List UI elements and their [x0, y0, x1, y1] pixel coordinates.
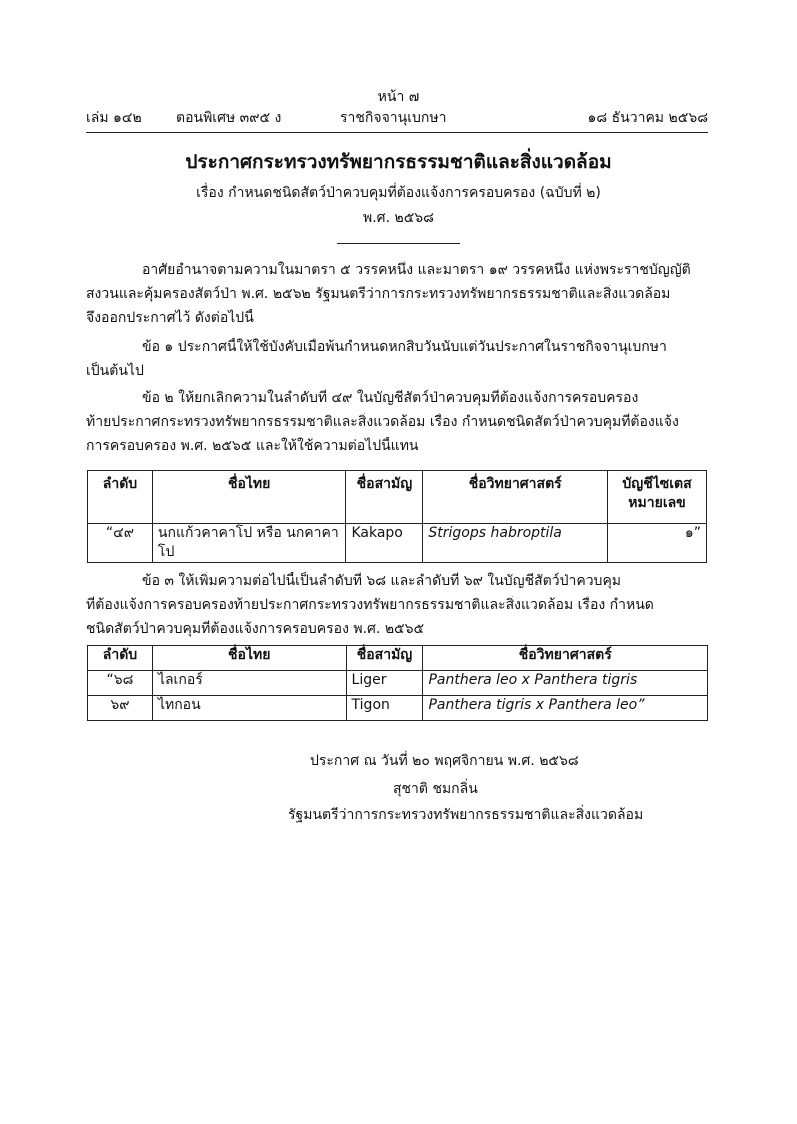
clause-1	[86, 338, 710, 386]
paragraph-line: อาศัยอำนาจตามความในมาตรา ๕ วรรคหนึ่ง และมาตรา ๑๙ วรรคหนึ่ง แห่งพระราชบัญญัติ	[142, 262, 691, 278]
cell-common-name: Liger	[346, 671, 423, 696]
table-row	[88, 671, 708, 696]
col-header-common-name: ชื่อสามัญ	[346, 646, 423, 671]
paragraph-line: ท้ายประกาศกระทรวงทรัพยากรธรรมชาติและสิ่งแวดล้อม เรื่อง กำหนดชนิดสัตว์ป่าควบคุมที่ต้องแจ้ง	[86, 414, 679, 430]
signature-date: ประกาศ ณ วันที่ ๒๐ พฤศจิกายน พ.ศ. ๒๕๖๘	[310, 753, 579, 769]
intro-paragraph	[86, 261, 710, 333]
table-header-row	[88, 471, 707, 524]
paragraph-line: ที่ต้องแจ้งการครอบครองท้ายประกาศกระทรวงทรัพยากรธรรมชาติและสิ่งแวดล้อม เรื่อง กำหนด	[86, 597, 654, 613]
clause-2	[86, 389, 710, 461]
announcement-year: พ.ศ. ๒๕๖๘	[363, 210, 434, 226]
col-header-order: ลำดับ	[88, 471, 153, 524]
cell-common-name: Tigon	[346, 696, 423, 721]
header-gazette-name: ราชกิจจานุเบกษา	[340, 110, 447, 126]
cites-label: บัญชีไซเตส	[622, 476, 692, 492]
cell-thai-name: นกแก้วคาคาโป หรือ นกคาคาโป	[152, 524, 346, 563]
paragraph-line: ชนิดสัตว์ป่าควบคุมที่ต้องแจ้งการครอบครอง พ.ศ. ๒๕๖๕	[86, 621, 425, 637]
announcement-subject: เรื่อง กำหนดชนิดสัตว์ป่าควบคุมที่ต้องแจ้งการครอบครอง (ฉบับที่ ๒)	[196, 185, 601, 201]
paragraph-line: ข้อ ๒ ให้ยกเลิกความในลำดับที่ ๔๙ ในบัญชีสัตว์ป่าควบคุมที่ต้องแจ้งการครอบครอง	[142, 390, 639, 406]
cell-order: ๖๙	[88, 696, 153, 721]
cell-thai-name: ไทกอน	[152, 696, 346, 721]
paragraph-line: สงวนและคุ้มครองสัตว์ป่า พ.ศ. ๒๕๖๒ รัฐมนตรีว่าการกระทรวงทรัพยากรธรรมชาติและสิ่งแวดล้อม	[86, 286, 671, 302]
header-divider	[86, 132, 708, 133]
paragraph-line: จึงออกประกาศไว้ ดังต่อไปนี้	[86, 310, 254, 326]
col-header-scientific-name: ชื่อวิทยาศาสตร์	[423, 471, 608, 524]
table-row	[88, 696, 708, 721]
paragraph-line: ข้อ ๑ ประกาศนี้ให้ใช้บังคับเมื่อพ้นกำหนดหกสิบวันนับแต่วันประกาศในราชกิจจานุเบกษา	[142, 339, 667, 355]
cell-scientific-name: Panthera leo x Panthera tigris	[423, 671, 708, 696]
col-header-scientific-name: ชื่อวิทยาศาสตร์	[423, 646, 708, 671]
replacement-species-table	[87, 470, 707, 563]
cell-thai-name: ไลเกอร์	[152, 671, 346, 696]
cell-order: “๔๙	[88, 524, 153, 563]
col-header-thai-name: ชื่อไทย	[152, 646, 346, 671]
cell-cites-number: ๑”	[608, 524, 707, 563]
paragraph-line: เป็นต้นไป	[86, 363, 144, 379]
clause-3	[86, 572, 710, 644]
cites-number-label: หมายเลข	[628, 494, 686, 511]
cell-scientific-name: Panthera tigris x Panthera leo”	[423, 696, 708, 721]
col-header-order: ลำดับ	[88, 646, 153, 671]
signatory-name: สุชาติ ชมกลิ่น	[393, 781, 478, 797]
title-divider	[337, 243, 460, 244]
col-header-cites	[608, 471, 707, 524]
page-number: หน้า ๗	[377, 89, 420, 105]
header-volume: เล่ม ๑๔๒	[86, 110, 142, 126]
added-species-table	[87, 645, 708, 721]
paragraph-line: ข้อ ๓ ให้เพิ่มความต่อไปนี้เป็นลำดับที่ ๖๘ และลำดับที่ ๖๙ ในบัญชีสัตว์ป่าควบคุม	[142, 573, 622, 589]
col-header-thai-name: ชื่อไทย	[152, 471, 346, 524]
header-date: ๑๘ ธันวาคม ๒๕๖๘	[587, 110, 708, 126]
signatory-position: รัฐมนตรีว่าการกระทรวงทรัพยากรธรรมชาติและสิ่งแวดล้อม	[288, 807, 644, 823]
col-header-common-name: ชื่อสามัญ	[346, 471, 423, 524]
cell-scientific-name: Strigops habroptila	[423, 524, 608, 563]
cell-order: “๖๘	[88, 671, 153, 696]
header-issue: ตอนพิเศษ ๓๙๕ ง	[176, 110, 282, 126]
table-row	[88, 524, 707, 563]
table-header-row	[88, 646, 708, 671]
cell-common-name: Kakapo	[346, 524, 423, 563]
announcement-title: ประกาศกระทรวงทรัพยากรธรรมชาติและสิ่งแวดล้อม	[185, 151, 612, 173]
paragraph-line: การครอบครอง พ.ศ. ๒๕๖๕ และให้ใช้ความต่อไปนี้แทน	[86, 438, 419, 454]
